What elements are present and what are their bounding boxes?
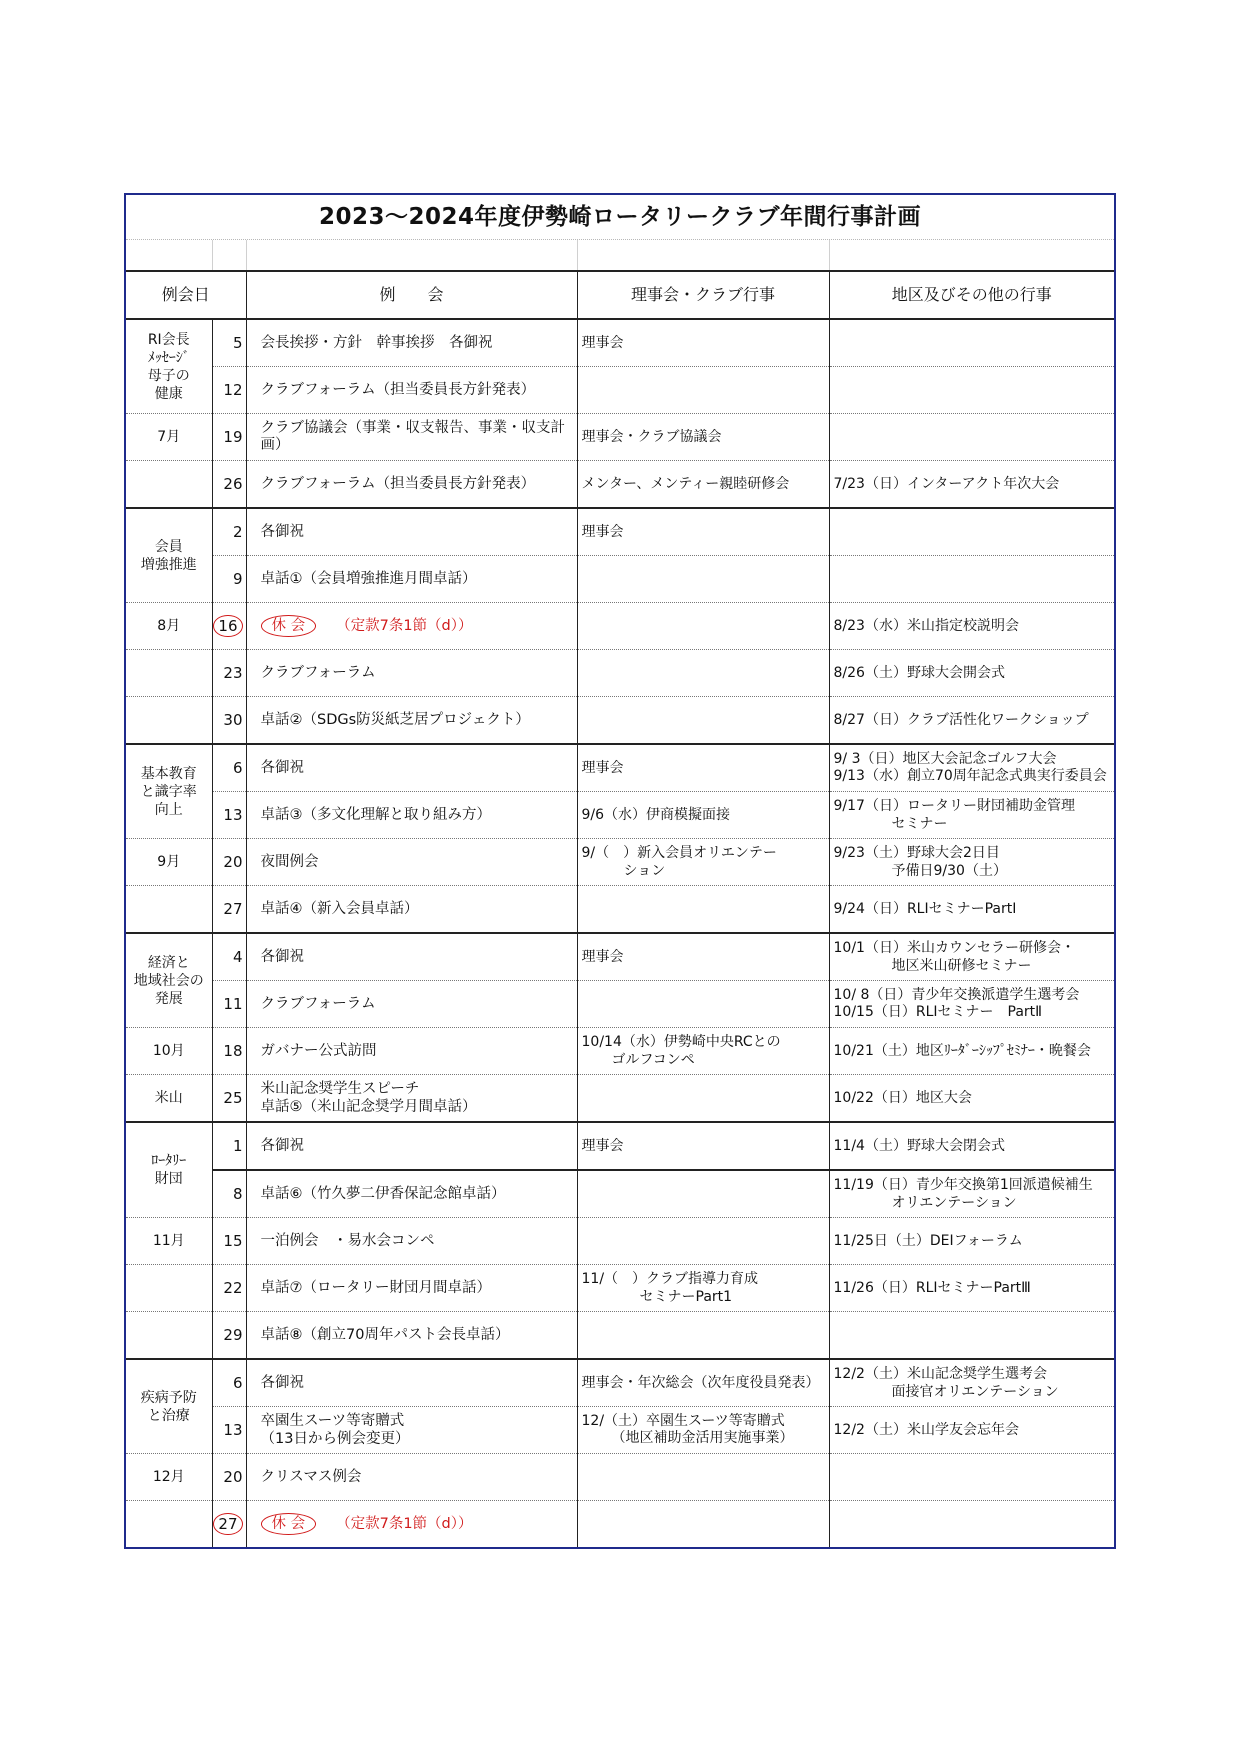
month-label: 7月 (126, 414, 212, 461)
table-row (126, 839, 1114, 886)
day-cell: 19 (212, 414, 246, 461)
board-cell: 10/14（水）伊勢崎中央RCとの ゴルフコンペ (577, 1028, 829, 1075)
meeting-cell (246, 1501, 577, 1548)
district-cell: 9/ 3（日）地区大会記念ゴルフ大会 9/13（水）創立70周年記念式典実行委員会 (829, 744, 1114, 792)
table-row (126, 1454, 1114, 1501)
board-cell (577, 1501, 829, 1548)
meeting-cell: クラブフォーラム（担当委員長方針発表） (246, 367, 577, 414)
meeting-cell: 卒園生スーツ等寄贈式 （13日から例会変更） (246, 1407, 577, 1454)
district-cell (829, 319, 1114, 367)
month-label: 12月 (126, 1454, 212, 1501)
table-row (126, 1407, 1114, 1454)
table-row (126, 1122, 1114, 1170)
board-cell (577, 981, 829, 1028)
district-cell: 10/1（日）米山カウンセラー研修会・ 地区米山研修セミナー (829, 933, 1114, 981)
meeting-cell (246, 603, 577, 650)
district-cell: 7/23（日）インターアクト年次大会 (829, 461, 1114, 509)
day-cell: 30 (212, 697, 246, 745)
table-row (126, 1265, 1114, 1312)
table-row (126, 1501, 1114, 1548)
meeting-cell: 各御祝 (246, 1359, 577, 1407)
table-row (126, 1075, 1114, 1123)
table-row (126, 1028, 1114, 1075)
day-cell: 11 (212, 981, 246, 1028)
month-empty (126, 1312, 212, 1360)
meeting-cell: ガバナー公式訪問 (246, 1028, 577, 1075)
meeting-cell: 卓話⑧（創立70周年パスト会長卓話） (246, 1312, 577, 1360)
board-cell (577, 697, 829, 745)
table-row (126, 367, 1114, 414)
board-cell: 12/（土）卒園生スーツ等寄贈式 （地区補助金活用実施事業） (577, 1407, 829, 1454)
table-row (126, 414, 1114, 461)
meeting-cell: 会長挨拶・方針 幹事挨拶 各御祝 (246, 319, 577, 367)
table-row (126, 697, 1114, 745)
month-theme-november: ﾛｰﾀﾘｰ 財団 (126, 1122, 212, 1218)
day-cell (212, 603, 246, 650)
district-cell (829, 414, 1114, 461)
district-cell: 11/25日（土）DEIフォーラム (829, 1218, 1114, 1265)
kyukai-note: （定款7条1節（d）） (336, 1516, 473, 1532)
board-cell: 理事会 (577, 319, 829, 367)
month-theme-october: 経済と 地域社会の 発展 (126, 933, 212, 1028)
kyukai-badge: 休 会 (261, 615, 317, 637)
month-theme-july: RI会長 ﾒｯｾｰｼﾞ 母子の 健康 (126, 319, 212, 414)
board-cell (577, 1312, 829, 1360)
table-row (126, 461, 1114, 509)
district-cell: 8/23（水）米山指定校説明会 (829, 603, 1114, 650)
month-empty (126, 461, 212, 509)
meeting-cell: クラブフォーラム (246, 981, 577, 1028)
board-cell (577, 886, 829, 934)
kyukai-badge: 休 会 (261, 1513, 317, 1535)
header-date: 例会日 (126, 271, 246, 319)
board-cell: 理事会・年次総会（次年度役員発表） (577, 1359, 829, 1407)
district-cell: 12/2（土）米山記念奨学生選考会 面接官オリエンテーション (829, 1359, 1114, 1407)
district-cell (829, 556, 1114, 603)
month-theme-september: 基本教育 と識字率 向上 (126, 744, 212, 839)
meeting-cell: 米山記念奨学生スピーチ 卓話⑤（米山記念奨学月間卓話） (246, 1075, 577, 1123)
board-cell (577, 1170, 829, 1218)
day-cell: 18 (212, 1028, 246, 1075)
meeting-cell: 各御祝 (246, 508, 577, 556)
page-title: 2023～2024年度伊勢崎ロータリークラブ年間行事計画 (126, 195, 1114, 240)
day-cell: 20 (212, 839, 246, 886)
district-cell: 10/ 8（日）青少年交換派遣学生選考会 10/15（日）RLIセミナー PartⅡ (829, 981, 1114, 1028)
district-cell: 12/2（土）米山学友会忘年会 (829, 1407, 1114, 1454)
day-cell: 6 (212, 1359, 246, 1407)
district-cell (829, 1312, 1114, 1360)
board-cell: メンター、メンティー親睦研修会 (577, 461, 829, 509)
table-row (126, 1312, 1114, 1360)
meeting-cell: 各御祝 (246, 933, 577, 981)
district-cell (829, 1501, 1114, 1548)
table-row (126, 933, 1114, 981)
meeting-cell: 各御祝 (246, 744, 577, 792)
schedule-table (126, 240, 1114, 1547)
district-cell: 9/17（日）ロータリー財団補助金管理 セミナー (829, 792, 1114, 839)
district-cell: 10/22（日）地区大会 (829, 1075, 1114, 1123)
table-row (126, 744, 1114, 792)
holiday-day-circle: 16 (213, 615, 242, 637)
header-board: 理事会・クラブ行事 (577, 271, 829, 319)
meeting-cell: 卓話②（SDGs防災紙芝居プロジェクト） (246, 697, 577, 745)
table-row (126, 1359, 1114, 1407)
day-cell: 29 (212, 1312, 246, 1360)
day-cell: 15 (212, 1218, 246, 1265)
day-cell: 20 (212, 1454, 246, 1501)
district-cell (829, 508, 1114, 556)
meeting-cell: 卓話⑦（ロータリー財団月間卓話） (246, 1265, 577, 1312)
table-row (126, 556, 1114, 603)
table-row (126, 886, 1114, 934)
district-cell: 8/27（日）クラブ活性化ワークショップ (829, 697, 1114, 745)
day-cell: 25 (212, 1075, 246, 1123)
month-label: 10月 (126, 1028, 212, 1075)
district-cell: 9/23（土）野球大会2日目 予備日9/30（土） (829, 839, 1114, 886)
table-row (126, 508, 1114, 556)
table-row (126, 319, 1114, 367)
meeting-cell: 一泊例会 ・易水会コンペ (246, 1218, 577, 1265)
header-district: 地区及びその他の行事 (829, 271, 1114, 319)
district-cell: 8/26（土）野球大会開会式 (829, 650, 1114, 697)
board-cell: 9/（ ）新入会員オリエンテー ション (577, 839, 829, 886)
meeting-cell: 卓話④（新入会員卓話） (246, 886, 577, 934)
district-cell: 9/24（日）RLIセミナーPartⅠ (829, 886, 1114, 934)
board-cell (577, 1218, 829, 1265)
day-cell: 6 (212, 744, 246, 792)
meeting-cell: 各御祝 (246, 1122, 577, 1170)
board-cell: 理事会 (577, 508, 829, 556)
month-empty (126, 886, 212, 934)
meeting-cell: クラブフォーラム（担当委員長方針発表） (246, 461, 577, 509)
day-cell: 26 (212, 461, 246, 509)
board-cell: 理事会・クラブ協議会 (577, 414, 829, 461)
district-cell (829, 1454, 1114, 1501)
month-theme-august: 会員 増強推進 (126, 508, 212, 603)
day-cell: 9 (212, 556, 246, 603)
meeting-cell: 卓話⑥（竹久夢二伊香保記念館卓話） (246, 1170, 577, 1218)
month-empty (126, 1265, 212, 1312)
day-cell: 13 (212, 1407, 246, 1454)
board-cell: 9/6（水）伊商模擬面接 (577, 792, 829, 839)
board-cell: 理事会 (577, 1122, 829, 1170)
board-cell (577, 603, 829, 650)
day-cell: 13 (212, 792, 246, 839)
board-cell (577, 556, 829, 603)
header-meeting: 例 会 (246, 271, 577, 319)
month-label: 9月 (126, 839, 212, 886)
day-cell: 12 (212, 367, 246, 414)
table-row (126, 1170, 1114, 1218)
month-label: 8月 (126, 603, 212, 650)
day-cell: 5 (212, 319, 246, 367)
district-cell: 11/26（日）RLIセミナーPartⅢ (829, 1265, 1114, 1312)
district-cell (829, 367, 1114, 414)
table-row (126, 981, 1114, 1028)
table-row (126, 1218, 1114, 1265)
day-cell: 8 (212, 1170, 246, 1218)
district-cell: 11/4（土）野球大会閉会式 (829, 1122, 1114, 1170)
district-cell: 10/21（土）地区ﾘｰﾀﾞｰｼｯﾌﾟｾﾐﾅｰ・晩餐会 (829, 1028, 1114, 1075)
district-cell: 11/19（日）青少年交換第1回派遣候補生 オリエンテーション (829, 1170, 1114, 1218)
holiday-day-circle: 27 (213, 1513, 242, 1535)
day-cell: 23 (212, 650, 246, 697)
board-cell: 理事会 (577, 933, 829, 981)
month-theme-extra: 米山 (126, 1075, 212, 1123)
month-empty (126, 697, 212, 745)
board-cell (577, 1075, 829, 1123)
meeting-cell: 卓話①（会員増強推進月間卓話） (246, 556, 577, 603)
month-theme-december: 疾病予防 と治療 (126, 1359, 212, 1454)
spacer-row (126, 240, 1114, 271)
meeting-cell: 卓話③（多文化理解と取り組み方） (246, 792, 577, 839)
day-cell: 27 (212, 886, 246, 934)
meeting-cell: クラブ協議会（事業・収支報告、事業・収支計画） (246, 414, 577, 461)
day-cell: 22 (212, 1265, 246, 1312)
kyukai-note: （定款7条1節（d）） (336, 618, 473, 634)
table-row (126, 650, 1114, 697)
table-row (126, 603, 1114, 650)
month-empty (126, 650, 212, 697)
meeting-cell: クラブフォーラム (246, 650, 577, 697)
header-row (126, 271, 1114, 319)
day-cell (212, 1501, 246, 1548)
meeting-cell: クリスマス例会 (246, 1454, 577, 1501)
board-cell: 理事会 (577, 744, 829, 792)
day-cell: 1 (212, 1122, 246, 1170)
board-cell (577, 1454, 829, 1501)
day-cell: 2 (212, 508, 246, 556)
schedule-sheet (124, 193, 1116, 1549)
board-cell (577, 367, 829, 414)
board-cell: 11/（ ）クラブ指導力育成 セミナーPart1 (577, 1265, 829, 1312)
board-cell (577, 650, 829, 697)
month-empty (126, 1501, 212, 1548)
table-row (126, 792, 1114, 839)
day-cell: 4 (212, 933, 246, 981)
meeting-cell: 夜間例会 (246, 839, 577, 886)
month-label: 11月 (126, 1218, 212, 1265)
